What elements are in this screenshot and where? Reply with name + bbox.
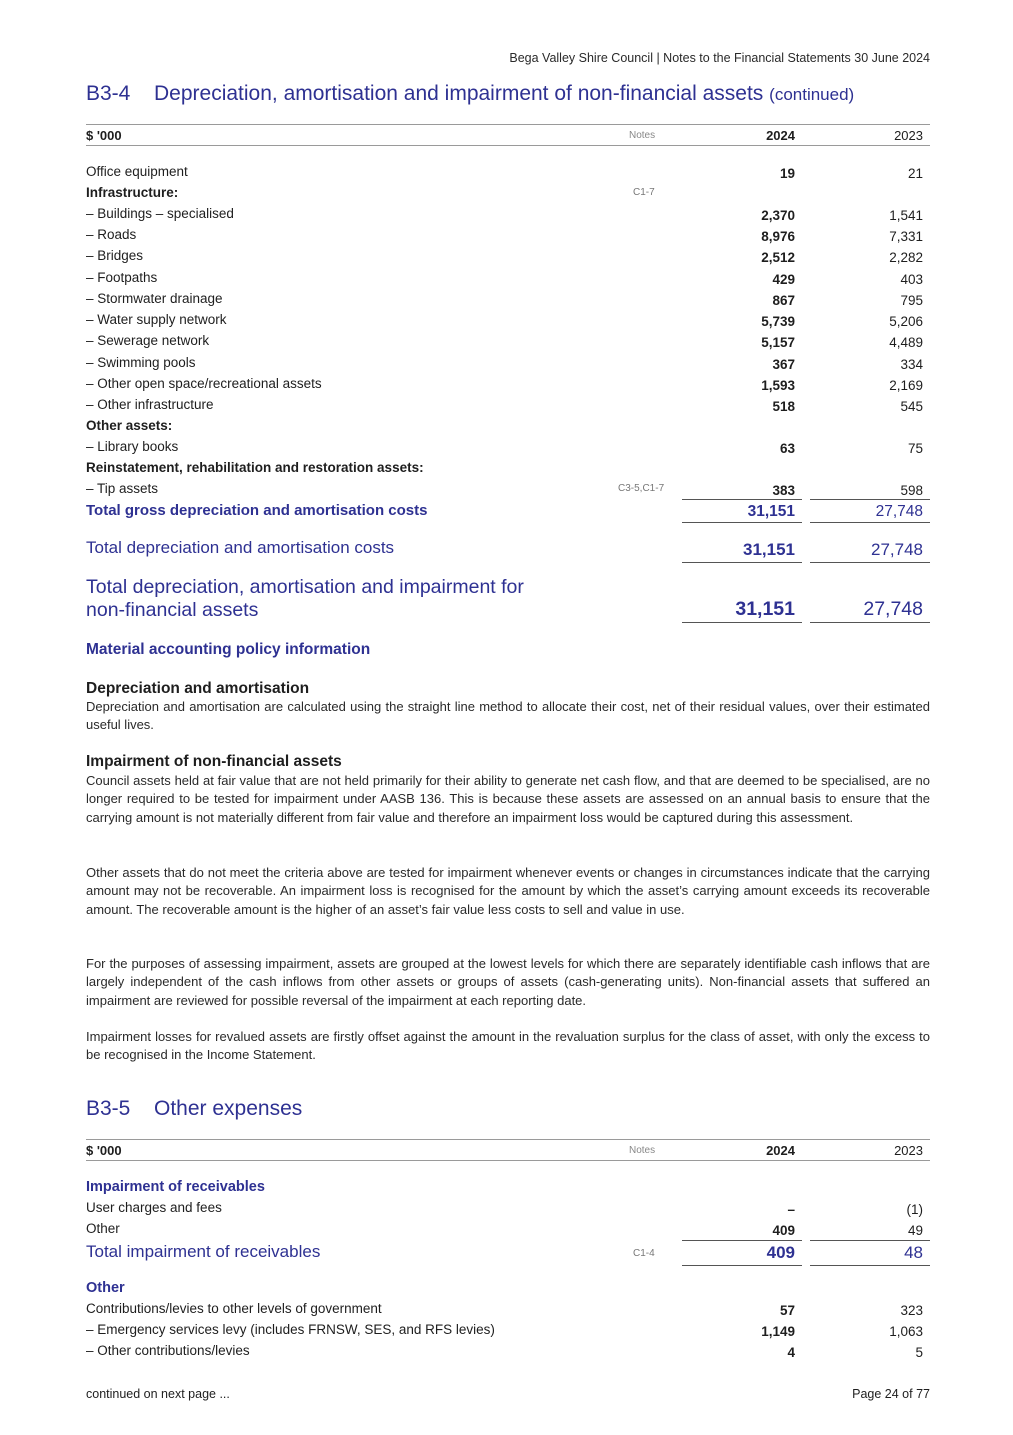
table-row xyxy=(86,227,930,247)
value-2024: 31,151 xyxy=(735,598,795,620)
value-2023: 5 xyxy=(915,1345,923,1360)
impairment-paragraph-1: Council assets held at fair value that are not held primarily for their ability to generate net cash flow, and that are deemed to be specialised, are no longer required to be tested for impairment under AASB 136. This is because these assets are assessed on an annual basis to ensure that the carrying amount is not materially different from fair value and therefore an impairment loss would be captured during this assessment. xyxy=(86,773,930,825)
value-2023: 4,489 xyxy=(889,335,923,350)
value-2023: 403 xyxy=(900,272,923,287)
section-number: B3-5 xyxy=(86,1097,131,1120)
table-row xyxy=(86,291,930,311)
value-2023: 323 xyxy=(900,1303,923,1318)
row-label: – Footpaths xyxy=(86,270,158,285)
value-2024: 2,512 xyxy=(761,250,795,265)
value-2024: – xyxy=(787,1202,795,1217)
row-label: Infrastructure: xyxy=(86,185,179,200)
value-2023: 27,748 xyxy=(863,598,923,620)
label-line-1: Total depreciation, amortisation and impairment for xyxy=(86,576,524,598)
section-title-b3-5 xyxy=(86,1097,302,1121)
subtotal-rule xyxy=(810,499,930,500)
value-2023: 5,206 xyxy=(889,314,923,329)
row-label: Total depreciation and amortisation costs xyxy=(86,538,395,557)
table-row xyxy=(86,1343,930,1363)
row-label: – Bridges xyxy=(86,248,144,263)
unit-header: $ '000 xyxy=(86,128,122,143)
continued-footer: continued on next page ... xyxy=(86,1387,230,1401)
page-number: Page 24 of 77 xyxy=(852,1387,930,1401)
row-label: – Roads xyxy=(86,227,137,242)
table-row xyxy=(86,460,930,480)
total-rule xyxy=(810,562,930,563)
table-row xyxy=(86,185,930,205)
value-2024: 31,151 xyxy=(743,540,795,559)
value-2024: 867 xyxy=(772,293,795,308)
section-title-text: Other expenses xyxy=(154,1097,303,1120)
value-2023: 598 xyxy=(900,483,923,498)
table-row xyxy=(86,333,930,353)
row-label: Reinstatement, rehabilitation and restoration assets: xyxy=(86,460,424,475)
table-header xyxy=(86,124,930,146)
table-row xyxy=(86,248,930,268)
table-row xyxy=(86,397,930,417)
value-2023: 21 xyxy=(907,166,923,181)
value-2023: 2,282 xyxy=(889,250,923,265)
total-rule xyxy=(682,562,802,563)
total-rule xyxy=(810,522,930,523)
value-2023: 795 xyxy=(900,293,923,308)
row-label: – Sewerage network xyxy=(86,333,210,348)
total-row xyxy=(86,538,930,562)
row-label: – Other contributions/levies xyxy=(86,1343,250,1358)
row-label: – Stormwater drainage xyxy=(86,291,223,306)
subtotal-rule xyxy=(810,1240,930,1241)
value-2023: 1,541 xyxy=(889,208,923,223)
row-label: Total impairment of receivables xyxy=(86,1242,321,1261)
subtotal-rule xyxy=(682,499,802,500)
row-label: – Swimming pools xyxy=(86,355,196,370)
value-2023: 334 xyxy=(900,357,923,372)
table-row xyxy=(86,1322,930,1342)
year-2023-header: 2023 xyxy=(894,1143,923,1158)
value-2024: 367 xyxy=(772,357,795,372)
table-row xyxy=(86,1221,930,1241)
continued-label: (continued) xyxy=(769,85,855,104)
total-rule xyxy=(682,522,802,523)
value-2024: 409 xyxy=(766,1243,795,1262)
note-ref: C1-4 xyxy=(633,1248,655,1259)
value-2024: 5,157 xyxy=(761,335,795,350)
total-rule xyxy=(810,1265,930,1266)
table-row xyxy=(86,418,930,438)
value-2023: 1,063 xyxy=(889,1324,923,1339)
table-row xyxy=(86,270,930,290)
value-2023: 2,169 xyxy=(889,378,923,393)
table-row xyxy=(86,164,930,184)
table-row xyxy=(86,1301,930,1321)
value-2024: 429 xyxy=(772,272,795,287)
value-2024: 409 xyxy=(772,1223,795,1238)
value-2023: 27,748 xyxy=(875,503,923,520)
value-2024: 2,370 xyxy=(761,208,795,223)
row-label: Other assets: xyxy=(86,418,173,433)
impairment-heading: Impairment of non-financial assets xyxy=(86,753,342,770)
value-2024: 57 xyxy=(779,1303,795,1318)
year-2024-header: 2024 xyxy=(766,128,795,143)
value-2024: 518 xyxy=(772,399,795,414)
impairment-paragraph-3: For the purposes of assessing impairment, assets are grouped at the lowest levels for which there are separately identifiable cash inflows that are largely independent of the cash inflows from other assets or groups of assets (cash-generating units). Non-financial assets that suffered an impairment are reviewed for possible reversal of the impairment at each reporting date. xyxy=(86,956,930,1008)
impairment-receivables-heading: Impairment of receivables xyxy=(86,1179,265,1195)
table-row xyxy=(86,376,930,396)
value-2023: 75 xyxy=(907,441,923,456)
row-label: Office equipment xyxy=(86,164,188,179)
value-2024: 19 xyxy=(779,166,795,181)
unit-header: $ '000 xyxy=(86,1143,122,1158)
policy-heading: Material accounting policy information xyxy=(86,641,371,658)
value-2023: 49 xyxy=(907,1223,923,1238)
row-label: – Library books xyxy=(86,439,179,454)
section-number: B3-4 xyxy=(86,82,131,105)
impairment-paragraph-4: Impairment losses for revalued assets are firstly offset against the amount in the revaluation surplus for the class of asset, with only the excess to be recognised in the Income Statement. xyxy=(86,1029,930,1063)
table-row xyxy=(86,439,930,459)
value-2024: 4 xyxy=(787,1345,795,1360)
section-title-text: Depreciation, amortisation and impairment of non-financial assets xyxy=(154,82,764,105)
total-rule xyxy=(682,1265,802,1266)
value-2024: 1,593 xyxy=(761,378,795,393)
row-label: Other xyxy=(86,1221,120,1236)
value-2024: 1,149 xyxy=(761,1324,795,1339)
other-heading: Other xyxy=(86,1280,125,1296)
label-line-2: non-financial assets xyxy=(86,599,259,621)
row-label: – Emergency services levy (includes FRNSW, SES, and RFS levies) xyxy=(86,1322,495,1337)
value-2024: 8,976 xyxy=(761,229,795,244)
note-ref: C3-5,C1-7 xyxy=(618,483,665,494)
table-row xyxy=(86,355,930,375)
running-header: Bega Valley Shire Council | Notes to the Financial Statements 30 June 2024 xyxy=(509,51,930,65)
row-label: – Tip assets xyxy=(86,481,159,496)
value-2024: 31,151 xyxy=(747,503,795,520)
value-2024: 63 xyxy=(779,441,795,456)
table-row xyxy=(86,206,930,226)
value-2024: 383 xyxy=(772,483,795,498)
row-label: – Buildings – specialised xyxy=(86,206,234,221)
value-2024: 5,739 xyxy=(761,314,795,329)
total-row xyxy=(86,1242,930,1264)
subtotal-rule xyxy=(682,1240,802,1241)
notes-header: Notes xyxy=(629,1145,656,1156)
row-label xyxy=(86,576,524,622)
total-row xyxy=(86,502,930,522)
value-2023: 545 xyxy=(900,399,923,414)
depreciation-paragraph: Depreciation and amortisation are calculated using the straight line method to allocate their cost, net of their residual values, over their estimated useful lives. xyxy=(86,699,930,733)
row-label: Total gross depreciation and amortisation costs xyxy=(86,502,428,519)
section-title-b3-4 xyxy=(86,82,854,106)
value-2023: (1) xyxy=(906,1202,923,1217)
value-2023: 48 xyxy=(904,1243,923,1262)
table-row xyxy=(86,1200,930,1220)
table-row xyxy=(86,312,930,332)
row-label: – Water supply network xyxy=(86,312,227,327)
notes-header: Notes xyxy=(629,130,656,141)
row-label: – Other infrastructure xyxy=(86,397,214,412)
row-label: – Other open space/recreational assets xyxy=(86,376,322,391)
value-2023: 7,331 xyxy=(889,229,923,244)
value-2023: 27,748 xyxy=(871,540,923,559)
row-label: User charges and fees xyxy=(86,1200,222,1215)
table-header xyxy=(86,1139,930,1161)
total-rule xyxy=(682,622,802,623)
impairment-paragraph-2: Other assets that do not meet the criteria above are tested for impairment whenever events or changes in circumstances indicate that the carrying amount may not be recoverable. An impairment loss is recognised for the amount by which the asset’s carrying amount exceeds its recoverable amount. The recoverable amount is the higher of an asset’s fair value less costs to sell and value in use. xyxy=(86,865,930,917)
year-2024-header: 2024 xyxy=(766,1143,795,1158)
depreciation-heading: Depreciation and amortisation xyxy=(86,680,310,697)
table-row xyxy=(86,481,930,501)
grand-total-row xyxy=(86,576,930,624)
year-2023-header: 2023 xyxy=(894,128,923,143)
total-rule xyxy=(810,622,930,623)
row-label: Contributions/levies to other levels of government xyxy=(86,1301,382,1316)
note-ref: C1-7 xyxy=(633,187,655,198)
